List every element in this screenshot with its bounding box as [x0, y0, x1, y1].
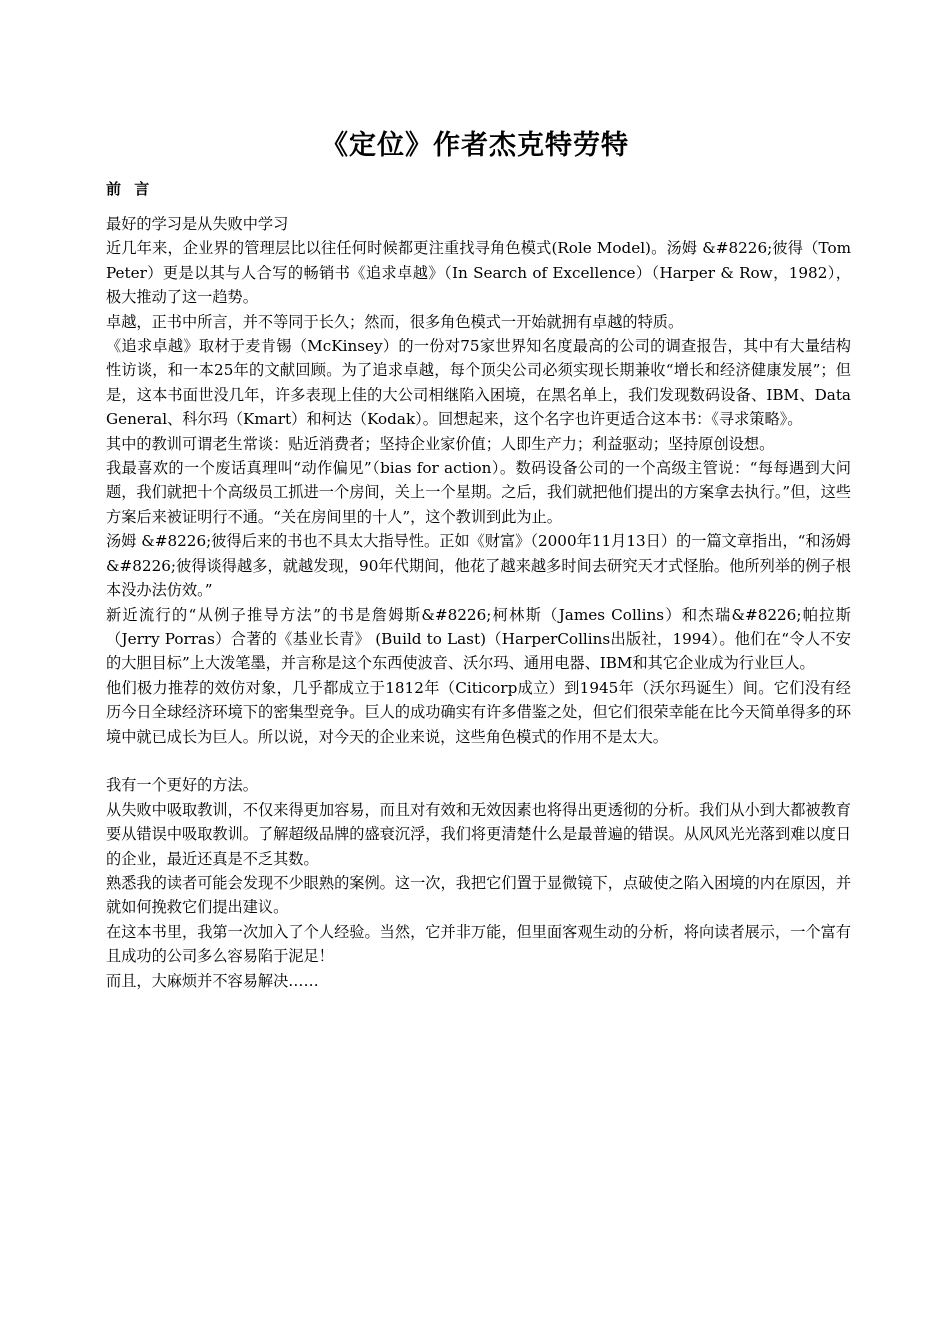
paragraph: 卓越，正书中所言，并不等同于长久；然而，很多角色模式一开始就拥有卓越的特质。	[106, 312, 684, 331]
paragraph: 近几年来，企业界的管理层比以往任何时候都更注重找寻角色模式(Role Model)。汤姆 &#8226;彼得（Tom Peter）更是以其与人合写的畅销书《追求卓越》（In Search of Excellence）（Harper & Row，1982），极大推动了这一趋势。	[106, 239, 851, 307]
section-heading-preface: 前 言	[106, 180, 154, 198]
paragraph: 而且，大麻烦并不容易解决……	[106, 971, 319, 990]
paragraph: 《追求卓越》取材于麦肯锡（McKinsey）的一份对75家世界知名度最高的公司的调查报告，其中有大量结构性访谈，和一本25年的文献回顾。为了追求卓越，每个顶尖公司必须实现长期兼收“增长和经济健康发展”；但是，这本书面世没几年，许多表现上佳的大公司相继陷入困境，在黑名单上，我们发现数码设备、IBM、Data General、科尔玛（Kmart）和柯达（Kodak）。回想起来，这个名字也许更适合这本书：《寻求策略》。	[106, 337, 851, 429]
paragraph: 他们极力推荐的效仿对象，几乎都成立于1812年（Citicorp成立）到1945年（沃尔玛诞生）间。它们没有经历今日全球经济环境下的密集型竞争。巨人的成功确实有许多借鉴之处，但它们很荣幸能在比今天简单得多的环境中就已成长为巨人。所以说，对今天的企业来说，这些角色模式的作用不是太大。	[106, 678, 851, 746]
paragraph: 新近流行的“从例子推导方法”的书是詹姆斯&#8226;柯林斯（James Collins）和杰瑞&#8226;帕拉斯（Jerry Porras）合著的《基业长青》 (Build to Last)（HarperCollins出版社，1994）。他们在“令人不安的大胆目标”上大泼笔墨，并言称是这个东西使波音、沃尔玛、通用电器、IBM和其它企业成为行业巨人。	[106, 605, 851, 673]
paragraph: 在这本书里，我第一次加入了个人经验。当然，它并非万能，但里面客观生动的分析，将向读者展示，一个富有且成功的公司多么容易陷于泥足！	[106, 922, 851, 966]
paragraph: 熟悉我的读者可能会发现不少眼熟的案例。这一次，我把它们置于显微镜下，点破使之陷入困境的内在原因，并就如何挽救它们提出建议。	[106, 873, 851, 917]
paragraph: 其中的教训可谓老生常谈：贴近消费者；坚持企业家价值；人即生产力；利益驱动；坚持原创设想。	[106, 434, 775, 453]
document-body	[106, 212, 851, 993]
paragraph-spacer	[106, 749, 851, 773]
paragraph: 我最喜欢的一个废话真理叫“动作偏见”（bias for action）。数码设备公司的一个高级主管说：“每每遇到大问题，我们就把十个高级员工抓进一个房间，关上一个星期。之后，我们就把他们提出的方案拿去执行。”但，这些方案后来被证明行不通。“关在房间里的十人”，这个教训到此为止。	[106, 459, 851, 526]
paragraph: 最好的学习是从失败中学习	[106, 215, 289, 233]
paragraph: 汤姆 &#8226;彼得后来的书也不具太大指导性。正如《财富》（2000年11月13日）的一篇文章指出，“和汤姆 &#8226;彼得谈得越多，就越发现，90年代期间，他花了越来越多时间去研究天才式怪胎。他所列举的例子根本没办法仿效。”	[106, 532, 851, 600]
paragraph: 从失败中吸取教训，不仅来得更加容易，而且对有效和无效因素也将得出更透彻的分析。我们从小到大都被教育要从错误中吸取教训。了解超级品牌的盛衰沉浮，我们将更清楚什么是最普遍的错误。从风风光光落到难以度日的企业，最近还真是不乏其数。	[106, 800, 851, 868]
paragraph: 我有一个更好的方法。	[106, 776, 258, 795]
document-title: 《定位》作者杰克特劳特	[321, 130, 629, 161]
